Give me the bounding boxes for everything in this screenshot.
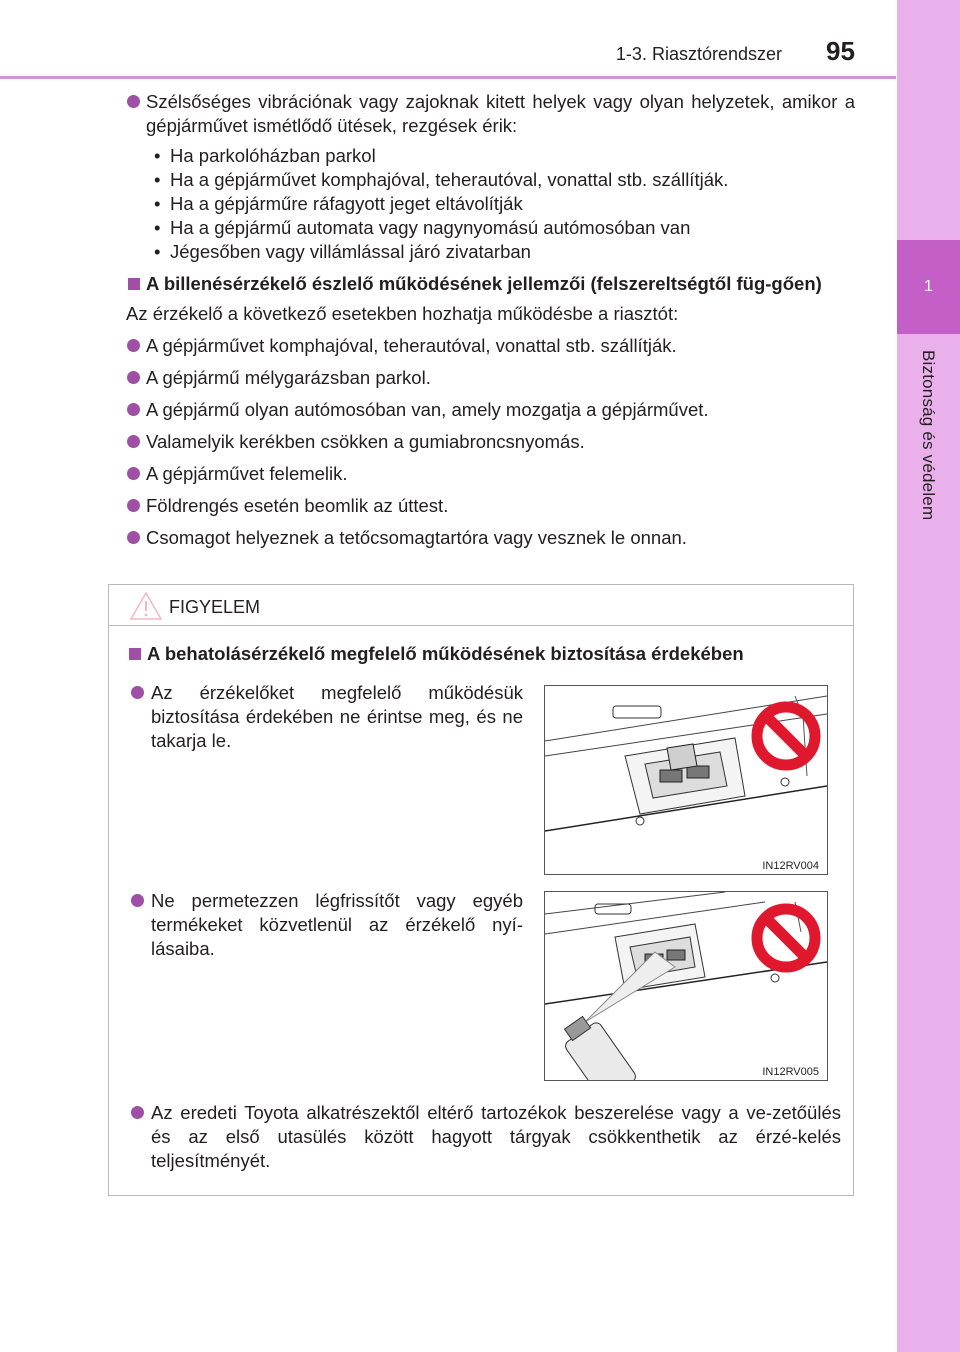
tilt-section-heading	[108, 272, 855, 296]
sublist-item: • Ha a gépjárművet komphajóval, teherautóval, vonattal stb. szállítják.	[146, 168, 855, 192]
warning-bullet-1	[131, 681, 523, 753]
tilt-bullet	[108, 366, 855, 390]
chapter-label-wrap	[900, 350, 956, 570]
warning-bullet-text: Ne permetezzen légfrissítőt vagy egyéb termékeket közvetlenül az érzékelő nyí-lásaiba.	[151, 890, 523, 959]
warning-triangle-icon	[129, 591, 163, 621]
sublist-item: • Jégesőben vagy villámlással járó zivatarban	[146, 240, 855, 264]
bullet-dot-icon	[131, 686, 144, 699]
warning-heading	[129, 643, 744, 665]
tilt-bullet-text: Csomagot helyeznek a tetőcsomagtartóra vagy vesznek le onnan.	[146, 527, 687, 548]
bullet-dot-icon	[127, 499, 140, 512]
tilt-bullet	[108, 494, 855, 518]
tilt-bullet-text: A gépjárművet komphajóval, teherautóval, vonattal stb. szállítják.	[146, 335, 677, 356]
bullet-dot-icon	[131, 894, 144, 907]
tilt-bullet	[108, 526, 855, 550]
sublist-item: • Ha a gépjármű automata vagy nagynyomású autómosóban van	[146, 216, 855, 240]
chapter-label: Biztonság és védelem	[919, 350, 938, 521]
figure-sensor-spray	[544, 891, 828, 1081]
warning-header	[109, 585, 853, 626]
tilt-bullet	[108, 398, 855, 422]
bullet-dot-icon	[131, 1106, 144, 1119]
heading-square-icon	[128, 278, 140, 290]
warning-title: FIGYELEM	[169, 597, 261, 617]
bullet-dot-icon	[127, 435, 140, 448]
tilt-heading-text: A billenésérzékelő észlelő működésének jellemzői (felszereltségtől füg-gően)	[146, 273, 822, 294]
bullet-dot-icon	[127, 339, 140, 352]
bullet-dot-icon	[127, 403, 140, 416]
tilt-bullet	[108, 462, 855, 486]
tilt-bullet-text: A gépjármű mélygarázsban parkol.	[146, 367, 431, 388]
figure-code: IN12RV004	[762, 860, 819, 872]
tilt-bullet	[108, 334, 855, 358]
tilt-bullet-text: Valamelyik kerékben csökken a gumiabroncsnyomás.	[146, 431, 585, 452]
intro-sublist	[108, 144, 855, 264]
bullet-dot-icon	[127, 467, 140, 480]
intro-bullet	[108, 90, 855, 138]
bullet-dot-icon	[127, 371, 140, 384]
bullet-dot-icon	[127, 95, 140, 108]
prohibition-icon	[750, 700, 822, 772]
tilt-bullet-text: A gépjárművet felemelik.	[146, 463, 348, 484]
figure-sensor-touch	[544, 685, 828, 875]
tilt-bullet-text: A gépjármű olyan autómosóban van, amely mozgatja a gépjárművet.	[146, 399, 709, 420]
bullet-dot-icon	[127, 531, 140, 544]
section-title: 1-3. Riasztórendszer	[615, 44, 782, 64]
tilt-bullet-text: Földrengés esetén beomlik az úttest.	[146, 495, 449, 516]
warning-bullet-2	[131, 889, 523, 961]
intro-bullet-text: Szélsőséges vibrációnak vagy zajoknak kitett helyek vagy olyan helyzetek, amikor a gépjárművet ismétlődő ütések, rezgések érik:	[146, 91, 855, 136]
chapter-strip	[897, 0, 960, 1352]
warning-box	[108, 584, 854, 1196]
heading-square-icon	[129, 648, 141, 660]
warning-bullet-3	[131, 1101, 841, 1173]
warning-bullet-text: Az eredeti Toyota alkatrészektől eltérő tartozékok beszerelése vagy a ve-zetőülés és az első utasülés között hagyott tárgyak csökkenthetik az érzé-kelés teljesítményét.	[151, 1102, 841, 1171]
sublist-item: • Ha a gépjárműre ráfagyott jeget eltávolítják	[146, 192, 855, 216]
warning-bullet-text: Az érzékelőket megfelelő működésük biztosítása érdekében ne érintse meg, és ne takarja le.	[151, 682, 523, 751]
page-number: 95	[826, 36, 855, 66]
chapter-number: 1	[924, 278, 933, 295]
tilt-intro: Az érzékelő a következő esetekben hozhatja működésbe a riasztót:	[126, 303, 679, 324]
sublist-item: • Ha parkolóházban parkol	[146, 144, 855, 168]
figure-code: IN12RV005	[762, 1066, 819, 1078]
warning-heading-text: A behatolásérzékelő megfelelő működésének biztosítása érdekében	[147, 643, 744, 664]
main-content	[108, 90, 855, 558]
prohibition-icon	[750, 902, 822, 974]
header-divider	[0, 76, 896, 79]
tilt-bullet	[108, 430, 855, 454]
